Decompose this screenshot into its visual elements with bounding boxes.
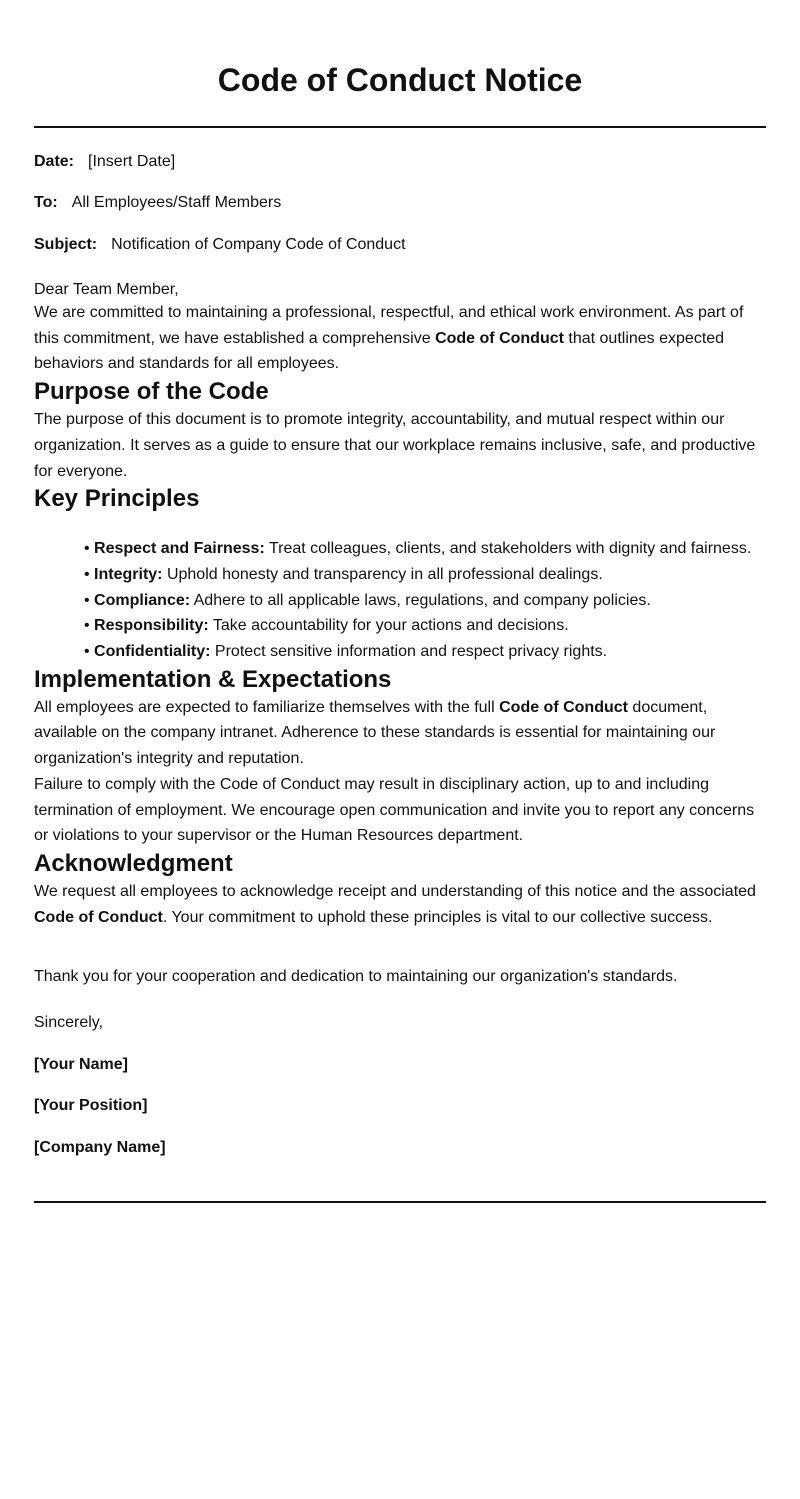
purpose-paragraph: The purpose of this document is to promote integrity, accountability, and mutual respect within our organization. It serves as a guide to ensure that our workplace remains inclusive, safe, and productive for everyone.: [34, 411, 756, 480]
signature-position: [Your Position]: [34, 1097, 148, 1115]
bullet: •: [84, 617, 95, 635]
principle-term: Confidentiality:: [94, 643, 211, 661]
principle-text: Take accountability for your actions and decisions.: [208, 617, 569, 635]
implementation-heading: Implementation & Expectations: [34, 665, 392, 693]
principle-term: Respect and Fairness:: [94, 540, 265, 558]
acknowledgment-heading: Acknowledgment: [34, 849, 233, 877]
implementation-text-end: document, available on the company intranet. Adherence to these standards is essential for maintaining our organization's integrity and reputation.: [34, 698, 716, 768]
greeting: Dear Team Member,: [34, 281, 179, 298]
date-row: [34, 152, 766, 172]
intro-text-start: We are committed to maintaining a professional, respectful, and ethical work environment. As part of this commitment, we have established a comprehensive: [34, 304, 744, 347]
page-title: Code of Conduct Notice: [217, 62, 583, 98]
recipient-value: All Employees/Staff Members: [71, 194, 282, 211]
purpose-heading: Purpose of the Code: [34, 378, 269, 406]
date-label: Date:: [34, 153, 75, 170]
principle-term: Integrity:: [94, 565, 163, 583]
signature-company: [Company Name]: [34, 1139, 166, 1157]
bottom-divider: [34, 1201, 766, 1203]
acknowledgment-code-of-conduct: Code of Conduct: [34, 908, 163, 926]
acknowledgment-text-start: We request all employees to acknowledge receipt and understanding of this notice and the associated: [34, 882, 756, 900]
acknowledgment-paragraph: [34, 879, 766, 930]
bullet: •: [84, 591, 95, 609]
principles-heading: Key Principles: [34, 485, 200, 513]
implementation-text-start: All employees are expected to familiarize themselves with the full: [34, 698, 500, 716]
principle-text: Uphold honesty and transparency in all professional dealings.: [162, 565, 603, 583]
implementation-paragraph: [34, 695, 766, 772]
compliance-paragraph: Failure to comply with the Code of Conduct may result in disciplinary action, up to and including termination of employment. We encourage open communication and invite you to report any concerns or violations to your supervisor or the Human Resources department.: [34, 775, 755, 845]
principle-text: Treat colleagues, clients, and stakeholders with dignity and fairness.: [264, 540, 752, 558]
principle-item: [84, 613, 766, 639]
subject-value: Notification of Company Code of Conduct: [111, 236, 406, 253]
principle-item: [84, 639, 766, 665]
intro-code-of-conduct: Code of Conduct: [435, 329, 564, 347]
principle-term: Compliance:: [94, 591, 191, 609]
subject-label: Subject:: [34, 236, 98, 253]
sign-off: Sincerely,: [34, 1014, 104, 1032]
principles-list: [34, 536, 766, 665]
implementation-code-of-conduct: Code of Conduct: [499, 698, 628, 716]
principle-item: [84, 562, 766, 588]
principle-text: Adhere to all applicable laws, regulations, and company policies.: [190, 591, 651, 609]
notice-document: [34, 0, 766, 1203]
top-divider: [34, 126, 766, 128]
signature-name: [Your Name]: [34, 1056, 128, 1074]
principle-item: [84, 588, 766, 614]
bullet: •: [84, 565, 95, 583]
principle-text: Protect sensitive information and respect privacy rights.: [210, 643, 608, 661]
subject-row: [34, 235, 766, 255]
recipient-row: [34, 193, 766, 213]
bullet: •: [84, 540, 95, 558]
principle-item: [84, 536, 766, 562]
bullet: •: [84, 643, 95, 661]
closing-line: Thank you for your cooperation and dedication to maintaining our organization's standards.: [34, 968, 678, 986]
recipient-label: To:: [34, 194, 58, 211]
principle-term: Responsibility:: [94, 617, 209, 635]
acknowledgment-text-end: . Your commitment to uphold these principles is vital to our collective success.: [162, 908, 713, 926]
intro-text-end: that outlines expected behaviors and standards for all employees.: [34, 329, 725, 373]
intro-paragraph: [34, 300, 766, 377]
date-value: [Insert Date]: [88, 153, 176, 170]
